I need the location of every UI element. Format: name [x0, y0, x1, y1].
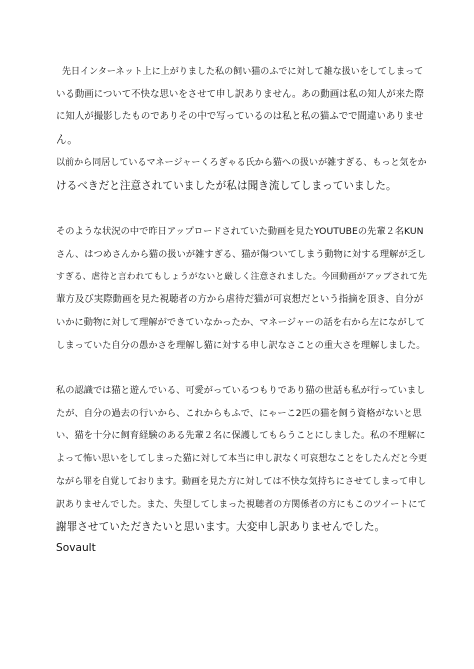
signature: Sovault [56, 542, 96, 554]
text-line: けるべきだと注意されていましたが私は聞き流してしまっていました。 [56, 179, 397, 192]
text-line: 以前から同居しているマネージャーくろぎゃる氏から猫への扱いが雑すぎる、もっと気をか [56, 157, 427, 168]
text-line: 輩方及び実際動画を見た視聴者の方から虐待だ猫が可哀想だという指摘を頂き、自分が [56, 294, 424, 306]
text-line: 先日インターネット上に上がりました私の飼い猫のふでに対して雑な扱いをしてしまって [62, 67, 424, 77]
text-line: たが、自分の過去の行いから、これからもふで、にゃーこ2匹の猫を飼う資格がないと思 [56, 407, 422, 419]
text-line: 訳ありませんでした。また、失望してしまった視聴者の方関係者の方にもこのツイートにて [56, 499, 427, 510]
paragraph-apology [56, 380, 428, 539]
text-line: ながら罪を自覚しております。動画を見た方に対しては不快な気持ちにさせてしまって申し [56, 476, 427, 487]
text-line: そのような状況の中で昨日アップロードされていた動画を見たYOUTUBEの先輩２名KUN [56, 226, 424, 237]
text-line: 謝罪させていただきたいと思います。大変申し訳ありませんでした。 [56, 521, 386, 534]
text-line: 私の認識では猫と遊んでいる、可愛がっているつもりであり猫の世話も私が行っていまし [56, 385, 426, 396]
text-line: すぎる、虐待と言われてもしょうがないと厳しく注意されました。今回動画がアップされて先 [56, 272, 427, 283]
text-line: さん、はつめさんから猫の扱いが雑すぎる、猫が傷ついてしまう動物に対する理解が乏し [56, 248, 427, 260]
text-line: に知人が撮影したものでありその中で写っているのは私と私の猫ふでで間違いありませ [56, 111, 424, 123]
text-line: い、猫を十分に飼育経験のある先輩２名に保護してもらうことにしました。私の不理解に [56, 430, 426, 442]
text-line: いる動画について不快な思いをさせて申し訳ありません。あの動画は私の知人が来た際 [56, 88, 424, 100]
text-line: よって怖い思いをしてしまった猫に対して本当に申し訳なく可哀想なことをしたんだと今更 [56, 454, 428, 465]
text-line: しまっていた自分の愚かさを理解し猫に対する申し訳なさことの重大さを理解しました。 [56, 339, 426, 351]
text-line: いかに動物に対して理解ができていなかったか、マネージャーの話を右から左にながして [56, 316, 426, 328]
paragraph-statement [56, 61, 428, 197]
text-line: ん。 [56, 134, 78, 147]
paragraph-context [56, 221, 428, 357]
